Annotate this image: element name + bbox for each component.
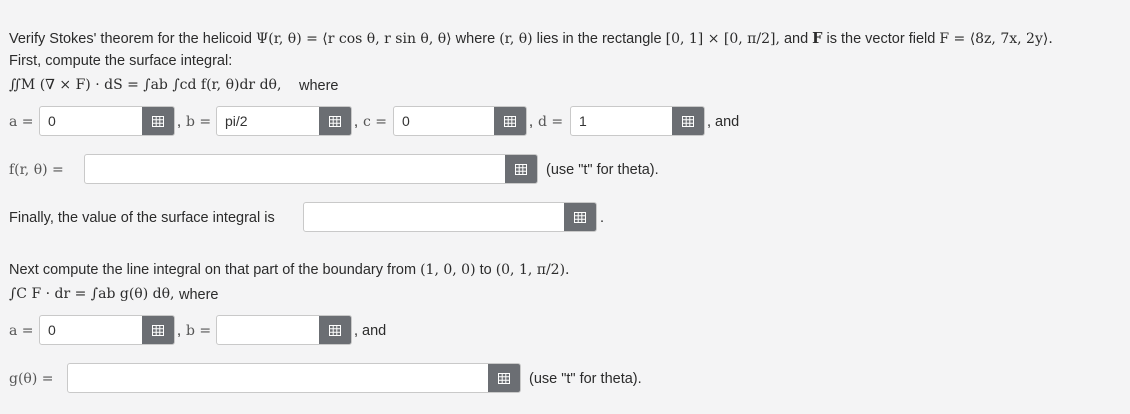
surface-integral-expression: ∬M (∇ × F) · dS = ∫ab ∫cd f(r, θ)dr dθ, bbox=[9, 77, 282, 93]
grid-icon bbox=[152, 325, 164, 336]
f-value[interactable] bbox=[85, 155, 505, 183]
bound-d-grid-button[interactable] bbox=[672, 107, 704, 135]
field-symbol: F bbox=[812, 30, 823, 47]
first-line: First, compute the surface integral: bbox=[9, 53, 233, 69]
line-bound-a-field[interactable] bbox=[39, 315, 175, 345]
line-intro-text: Next compute the line integral on that part of the boundary from bbox=[9, 262, 417, 278]
surface-value-input[interactable] bbox=[304, 203, 564, 231]
comma-4: , bbox=[177, 323, 182, 339]
grid-icon bbox=[152, 116, 164, 127]
surface-value-period: . bbox=[600, 210, 605, 226]
grid-icon bbox=[498, 373, 510, 384]
bound-b-value[interactable]: pi/2 bbox=[225, 113, 248, 129]
rectangle-expression: [0, 1] × [0, π/2], bbox=[665, 31, 780, 47]
to-text: to bbox=[479, 262, 492, 278]
g-hint: (use "t" for theta). bbox=[529, 371, 642, 387]
bound-d-value[interactable]: 1 bbox=[579, 113, 587, 129]
g-grid-button[interactable] bbox=[488, 364, 520, 392]
to-point: (0, 1, π/2). bbox=[495, 262, 570, 278]
line-bound-b-field[interactable] bbox=[216, 315, 352, 345]
bound-a-grid-button[interactable] bbox=[142, 107, 174, 135]
bound-c-grid-button[interactable] bbox=[494, 107, 526, 135]
line-bound-a-label: a = bbox=[9, 323, 34, 339]
bound-b-grid-button[interactable] bbox=[319, 107, 351, 135]
where-text: where bbox=[455, 31, 496, 47]
g-label: g(θ) = bbox=[9, 371, 54, 387]
from-point: (1, 0, 0) bbox=[420, 262, 476, 278]
bound-b-label: b = bbox=[186, 114, 212, 130]
g-field[interactable] bbox=[67, 363, 521, 393]
helicoid-expression: Ψ(r, θ) = ⟨r cos θ, r sin θ, θ⟩ bbox=[255, 31, 452, 47]
line-bound-b-grid-button[interactable] bbox=[319, 316, 351, 344]
f-label: f(r, θ) = bbox=[9, 162, 64, 178]
bound-c-label: c = bbox=[363, 114, 388, 130]
line-where-text: where bbox=[179, 287, 219, 303]
bound-a-label: a = bbox=[9, 114, 34, 130]
bounds-trailing-and: , and bbox=[707, 114, 740, 130]
vector-field-text: is the vector field bbox=[826, 31, 936, 47]
f-hint: (use "t" for theta). bbox=[546, 162, 659, 178]
bound-c-field[interactable] bbox=[393, 106, 527, 136]
bound-a-value[interactable]: 0 bbox=[48, 113, 56, 129]
domain-variable: (r, θ) bbox=[499, 31, 533, 47]
bound-d-field[interactable] bbox=[570, 106, 705, 136]
grid-icon bbox=[329, 325, 341, 336]
surface-value-field[interactable] bbox=[303, 202, 597, 232]
grid-icon bbox=[574, 212, 586, 223]
bound-b-field[interactable] bbox=[216, 106, 352, 136]
grid-icon bbox=[504, 116, 516, 127]
comma-3: , bbox=[529, 114, 534, 130]
line-bound-a-value[interactable]: 0 bbox=[48, 322, 56, 338]
comma-2: , bbox=[354, 114, 359, 130]
grid-icon bbox=[682, 116, 694, 127]
grid-icon bbox=[515, 164, 527, 175]
line-bound-b-label: b = bbox=[186, 323, 212, 339]
lies-in-text: lies in the rectangle bbox=[536, 31, 662, 47]
line-bound-b-value[interactable] bbox=[217, 316, 319, 344]
comma-1: , bbox=[177, 114, 182, 130]
surface-value-grid-button[interactable] bbox=[564, 203, 596, 231]
line-bound-a-grid-button[interactable] bbox=[142, 316, 174, 344]
and-text: and bbox=[783, 31, 809, 47]
line-bounds-trailing-and: , and bbox=[354, 323, 387, 339]
surface-value-label: Finally, the value of the surface integral is bbox=[9, 210, 275, 226]
line-integral-intro bbox=[9, 262, 570, 278]
bound-c-value[interactable]: 0 bbox=[402, 113, 410, 129]
f-field[interactable] bbox=[84, 154, 538, 184]
surface-where-text: where bbox=[299, 78, 339, 94]
grid-icon bbox=[329, 116, 341, 127]
bound-a-field[interactable] bbox=[39, 106, 175, 136]
bound-d-label: d = bbox=[538, 114, 564, 130]
field-expression: F = ⟨8z, 7x, 2y⟩. bbox=[939, 31, 1053, 47]
f-grid-button[interactable] bbox=[505, 155, 537, 183]
line-integral-expression: ∫C F · dr = ∫ab g(θ) dθ, bbox=[9, 286, 175, 302]
g-value[interactable] bbox=[68, 364, 488, 392]
problem-statement bbox=[9, 30, 1053, 47]
intro-text: Verify Stokes' theorem for the helicoid bbox=[9, 31, 252, 47]
